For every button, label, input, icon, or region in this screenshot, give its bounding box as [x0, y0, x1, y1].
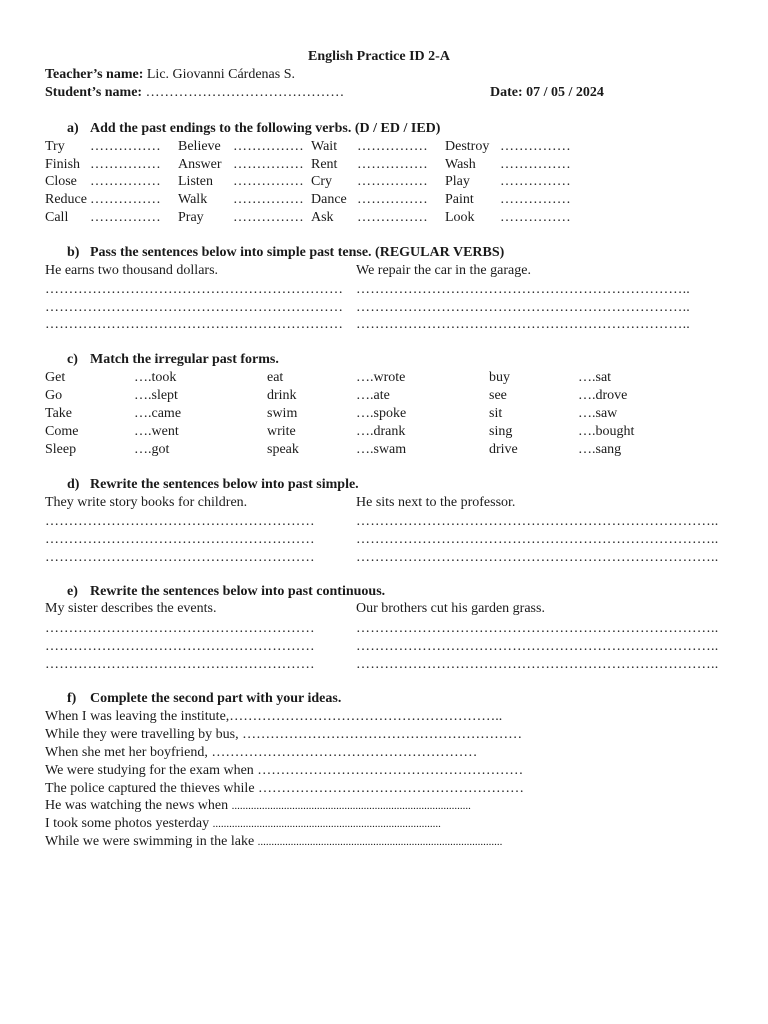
sentence-prompt[interactable]: While they were travelling by bus, …………………………………………………… [45, 727, 523, 742]
section-d-marker: d) [67, 477, 80, 492]
sentence-start: While we were swimming in the lake [45, 834, 255, 849]
answer-line[interactable]: ……………………………………………………… [45, 282, 344, 297]
answer-line[interactable]: ………………………………………………………………….. [356, 532, 719, 547]
past-form-option: ….saw [578, 406, 618, 421]
past-form-option: ….ate [356, 388, 390, 403]
base-verb: drive [489, 442, 518, 457]
verb-word: Ask [311, 210, 334, 225]
worksheet-title: English Practice ID 2-A [308, 49, 450, 64]
verb-word: Answer [178, 157, 222, 172]
sentence-prompt[interactable]: When she met her boyfriend, ………………………………………………… [45, 745, 478, 760]
base-verb: Sleep [45, 442, 77, 457]
verb-blank[interactable]: …………… [500, 174, 571, 189]
verb-blank[interactable]: …………… [233, 192, 304, 207]
answer-line[interactable]: ………………………………………………… [45, 657, 315, 672]
verb-word: Pray [178, 210, 204, 225]
student-name-blank: …………………………………… [145, 85, 345, 100]
answer-line[interactable]: ………………………………………………… [45, 621, 315, 636]
past-form-option: ….swam [356, 442, 407, 457]
past-form-option: ….wrote [356, 370, 406, 385]
answer-line[interactable]: ………………………………………………… [45, 639, 315, 654]
section-c-marker: c) [67, 352, 78, 367]
teacher-name: Lic. Giovanni Cárdenas S. [146, 67, 296, 82]
verb-blank[interactable]: …………… [357, 174, 428, 189]
sentence-start: I took some photos yesterday [45, 816, 210, 831]
sentence-prompt[interactable]: The police captured the thieves while ………………………………………………… [45, 781, 525, 796]
verb-word: Walk [178, 192, 208, 207]
verb-blank[interactable]: …………… [500, 192, 571, 207]
verb-word: Destroy [445, 139, 490, 154]
teacher-label: Teacher’s name: [45, 67, 144, 82]
section-b-marker: b) [67, 245, 80, 260]
base-verb: Take [45, 406, 73, 421]
base-verb: swim [267, 406, 298, 421]
answer-line[interactable]: ………………………………………………………………….. [356, 639, 719, 654]
verb-word: Rent [311, 157, 338, 172]
sentence-prompt[interactable] [45, 815, 441, 833]
base-verb: Get [45, 370, 66, 385]
base-verb: speak [267, 442, 299, 457]
section-e-left-sentence: My sister describes the events. [45, 601, 217, 616]
answer-line[interactable]: ………………………………………………………………….. [356, 514, 719, 529]
past-form-option: ….spoke [356, 406, 407, 421]
past-form-option: ….sat [578, 370, 612, 385]
verb-word: Finish [45, 157, 81, 172]
verb-blank[interactable]: …………… [357, 192, 428, 207]
answer-line[interactable]: ………………………………………………… [45, 550, 315, 565]
past-form-option: ….slept [134, 388, 178, 403]
section-b-left-sentence: He earns two thousand dollars. [45, 263, 219, 278]
base-verb: write [267, 424, 296, 439]
verb-word: Play [445, 174, 470, 189]
sentence-prompt[interactable]: When I was leaving the institute,………………………………………………….. [45, 709, 503, 724]
base-verb: sit [489, 406, 503, 421]
teacher-name-row [45, 66, 295, 83]
verb-word: Cry [311, 174, 332, 189]
student-name-row [45, 84, 344, 101]
sentence-prompt[interactable]: We were studying for the exam when ………………………………………………… [45, 763, 524, 778]
section-e-right-sentence: Our brothers cut his garden grass. [356, 601, 545, 616]
verb-blank[interactable]: …………… [90, 139, 161, 154]
verb-blank[interactable]: …………… [233, 139, 304, 154]
answer-line[interactable]: …………………………………………………………….. [356, 282, 690, 297]
verb-word: Wait [311, 139, 338, 154]
verb-blank[interactable]: …………… [233, 174, 304, 189]
verb-blank[interactable]: …………… [233, 210, 304, 225]
verb-word: Close [45, 174, 77, 189]
base-verb: sing [489, 424, 513, 439]
date: Date: 07 / 05 / 2024 [490, 85, 604, 100]
section-d-left-sentence: They write story books for children. [45, 495, 248, 510]
verb-word: Believe [178, 139, 221, 154]
base-verb: see [489, 388, 507, 403]
past-form-option: ….bought [578, 424, 635, 439]
section-a-title: Add the past endings to the following verbs. (D / ED / IED) [90, 121, 441, 136]
verb-blank[interactable]: …………… [90, 157, 161, 172]
verb-blank[interactable]: …………… [357, 210, 428, 225]
answer-line[interactable]: …………………………………………………………….. [356, 300, 690, 315]
answer-line[interactable]: ………………………………………………… [45, 532, 315, 547]
answer-line[interactable]: ………………………………………………………………….. [356, 550, 719, 565]
verb-word: Listen [178, 174, 213, 189]
verb-blank[interactable]: …………… [500, 210, 571, 225]
verb-word: Wash [445, 157, 476, 172]
answer-dots[interactable]: ....................................................................................... [231, 800, 471, 812]
sentence-start: He was watching the news when [45, 798, 229, 813]
section-b-right-sentence: We repair the car in the garage. [356, 263, 531, 278]
verb-blank[interactable]: …………… [90, 174, 161, 189]
answer-dots[interactable]: ................................................................................... [212, 818, 441, 830]
answer-line[interactable]: …………………………………………………………….. [356, 317, 690, 332]
verb-blank[interactable]: …………… [90, 192, 161, 207]
verb-blank[interactable]: …………… [500, 139, 571, 154]
verb-blank[interactable]: …………… [233, 157, 304, 172]
past-form-option: ….went [134, 424, 179, 439]
answer-line[interactable]: ………………………………………………… [45, 514, 315, 529]
verb-word: Dance [311, 192, 347, 207]
section-b-title: Pass the sentences below into simple past tense. (REGULAR VERBS) [90, 245, 505, 260]
past-form-option: ….sang [578, 442, 622, 457]
base-verb: eat [267, 370, 284, 385]
section-c-title: Match the irregular past forms. [90, 352, 279, 367]
answer-dots[interactable]: ......................................................................................... [257, 836, 503, 848]
verb-word: Call [45, 210, 69, 225]
section-e-marker: e) [67, 584, 78, 599]
verb-word: Paint [445, 192, 474, 207]
student-label: Student’s name: [45, 85, 143, 100]
sentence-prompt[interactable] [45, 833, 502, 851]
sentence-prompt[interactable] [45, 797, 471, 815]
answer-line[interactable]: ……………………………………………………… [45, 317, 344, 332]
section-e-title: Rewrite the sentences below into past continuous. [90, 584, 386, 599]
section-d-title: Rewrite the sentences below into past simple. [90, 477, 359, 492]
base-verb: drink [267, 388, 297, 403]
base-verb: Come [45, 424, 79, 439]
section-f-marker: f) [67, 691, 77, 706]
past-form-option: ….drank [356, 424, 406, 439]
answer-line[interactable]: ……………………………………………………… [45, 300, 344, 315]
past-form-option: ….came [134, 406, 182, 421]
section-d-right-sentence: He sits next to the professor. [356, 495, 516, 510]
verb-blank[interactable]: …………… [357, 139, 428, 154]
section-f-title: Complete the second part with your ideas. [90, 691, 342, 706]
answer-line[interactable]: ………………………………………………………………….. [356, 657, 719, 672]
verb-word: Try [45, 139, 65, 154]
base-verb: Go [45, 388, 63, 403]
answer-line[interactable]: ………………………………………………………………….. [356, 621, 719, 636]
verb-blank[interactable]: …………… [500, 157, 571, 172]
verb-word: Look [445, 210, 475, 225]
section-a-marker: a) [67, 121, 79, 136]
base-verb: buy [489, 370, 510, 385]
verb-blank[interactable]: …………… [357, 157, 428, 172]
past-form-option: ….took [134, 370, 177, 385]
past-form-option: ….got [134, 442, 170, 457]
verb-blank[interactable]: …………… [90, 210, 161, 225]
verb-word: Reduce [45, 192, 87, 207]
past-form-option: ….drove [578, 388, 628, 403]
